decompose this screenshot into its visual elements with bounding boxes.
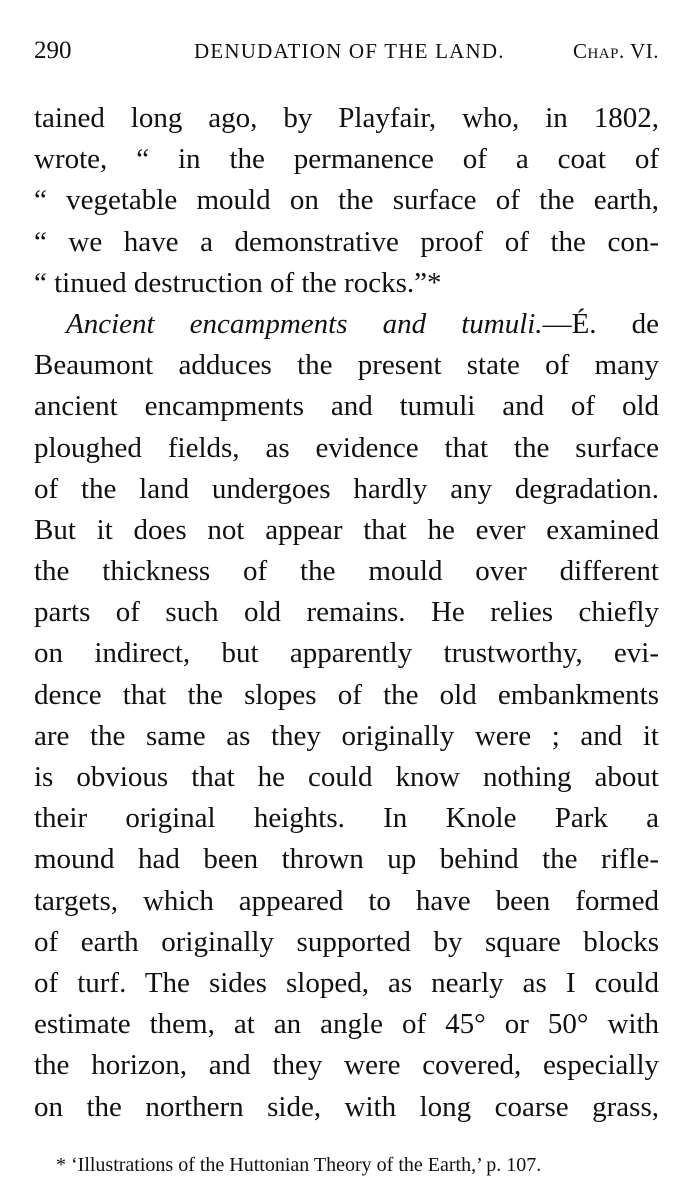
running-title: DENUDATION OF THE LAND. [194, 39, 505, 63]
text-line: are the same as they originally were ; and it [34, 719, 659, 752]
text-line: tained long ago, by Playfair, who, in 1802, [34, 102, 659, 134]
text-line: the thickness of the mould over different [34, 555, 659, 588]
text-line: of turf. The sides sloped, as nearly as I could [34, 966, 659, 999]
text-line: estimate them, at an angle of 45° or 50° with [34, 1008, 659, 1041]
page-number: 290 [34, 37, 72, 64]
page-header [34, 34, 659, 68]
text-line: “ tinued destruction of the rocks.”* [34, 266, 442, 299]
text-line: targets, which appeared to have been formed [34, 884, 659, 917]
text-line: is obvious that he could know nothing about [34, 761, 659, 793]
text-line: ancient encampments and tumuli and of old [34, 390, 659, 423]
text-line: of the land undergoes hardly any degradation. [34, 472, 659, 505]
text-line: Beaumont adduces the present state of many [34, 349, 659, 382]
text-line: of earth originally supported by square blocks [34, 925, 659, 958]
chapter-label: Chap. VI. [572, 39, 659, 63]
text-line: dence that the slopes of the old embankments [34, 678, 659, 711]
text-line: ploughed fields, as evidence that the surface [34, 431, 659, 464]
text-fragment: de [631, 307, 659, 340]
section-heading-line [34, 304, 659, 345]
text-line: on the northern side, with long coarse grass, [34, 1090, 659, 1123]
section-heading-author: —É. [542, 307, 597, 340]
text-line: parts of such old remains. He relies chiefly [34, 596, 659, 629]
footnote: * ‘Illustrations of the Huttonian Theory of the Earth,’ p. 107. [56, 1154, 542, 1176]
text-line: But it does not appear that he ever examined [34, 513, 659, 546]
text-line: their original heights. In Knole Park a [34, 802, 659, 835]
body-text [34, 98, 659, 1128]
text-line: on indirect, but apparently trustworthy, evi- [34, 637, 659, 670]
text-line: “ we have a demonstrative proof of the con- [34, 225, 659, 258]
text-line: “ vegetable mould on the surface of the earth, [34, 184, 659, 217]
section-heading: Ancient encampments and tumuli. [66, 307, 543, 340]
text-line: the horizon, and they were covered, especially [34, 1049, 659, 1082]
text-line: wrote, “ in the permanence of a coat of [34, 143, 659, 176]
text-line: mound had been thrown up behind the rifle- [34, 843, 659, 876]
